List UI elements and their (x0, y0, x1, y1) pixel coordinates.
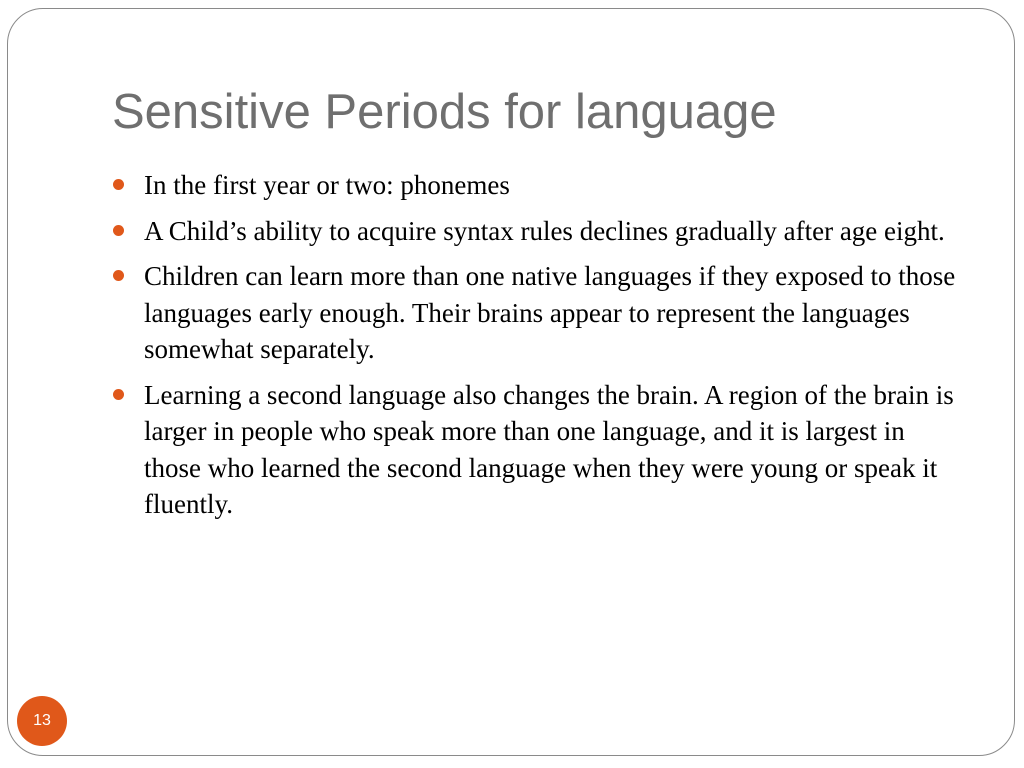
bullet-dot-icon (113, 179, 124, 190)
bullet-item-4 (112, 377, 968, 523)
bullet-text: Learning a second language also changes the brain. A region of the brain is larger in people who speak more than one language, and it is largest in those who learned the second language when they were young or speak it fluently. (144, 379, 954, 519)
bullet-item-2 (112, 213, 968, 250)
bullet-item-3 (112, 258, 968, 368)
bullet-text: In the first year or two: phonemes (144, 170, 510, 200)
bullet-item-1 (112, 167, 968, 204)
bullet-text: A Child’s ability to acquire syntax rules declines gradually after age eight. (144, 215, 945, 246)
bullet-list (112, 167, 968, 532)
bullet-text: Children can learn more than one native languages if they exposed to those languages early enough. Their brains appear to represent the languages somewhat separately. (144, 261, 956, 364)
slide-title: Sensitive Periods for language (112, 85, 777, 139)
bullet-dot-icon (113, 389, 124, 400)
slide-number-badge: 13 (17, 696, 67, 746)
bullet-dot-icon (113, 225, 124, 236)
bullet-dot-icon (113, 270, 124, 281)
